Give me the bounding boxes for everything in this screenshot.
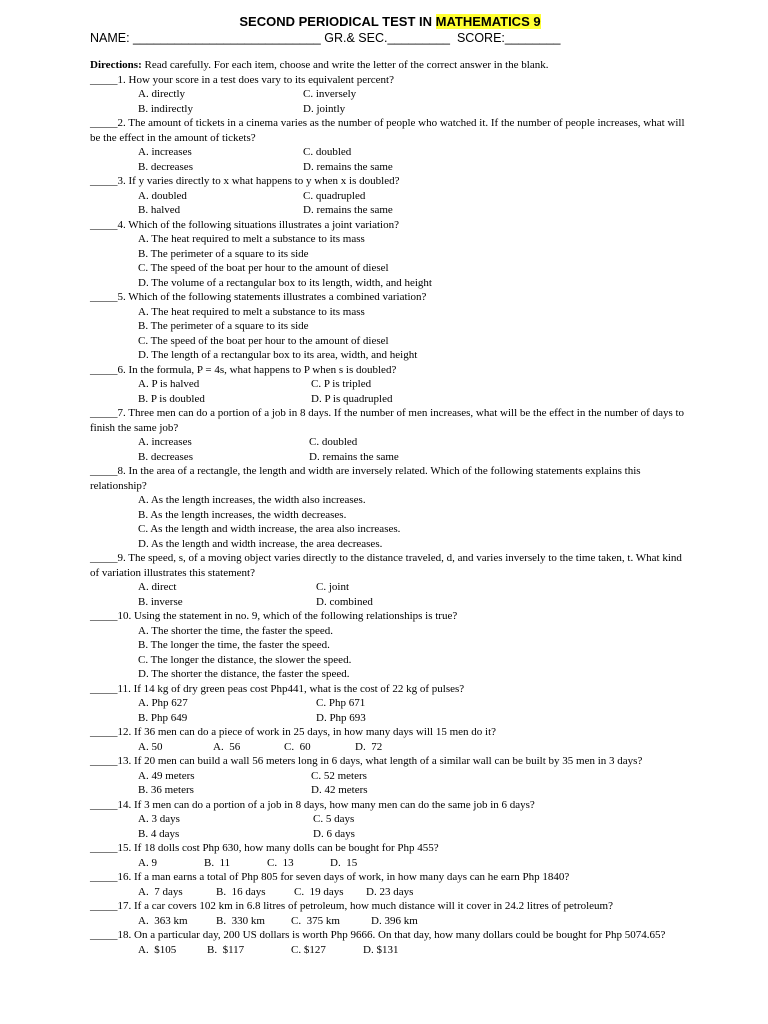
choice: C. doubled — [309, 436, 358, 448]
choice: D. 15 — [330, 856, 358, 869]
choice: A. 50 — [138, 740, 163, 753]
test-page — [90, 14, 690, 957]
question-item — [90, 551, 690, 609]
choice-row — [90, 580, 690, 595]
question-item — [90, 406, 690, 464]
question-list — [90, 73, 690, 958]
test-body — [90, 58, 690, 957]
choice-row — [90, 783, 690, 798]
choice: D. The volume of a rectangular box to its length, width, and height — [138, 276, 432, 289]
choice: D. remains the same — [303, 160, 393, 173]
choice: D. 23 days — [366, 885, 414, 898]
choice-row — [90, 87, 690, 102]
question-text: _____8. In the area of a rectangle, the length and width are inversely related. Which of the following statements explains this relationship? — [90, 465, 641, 492]
question-text: _____15. If 18 dolls cost Php 630, how many dolls can be bought for Php 455? — [90, 842, 439, 854]
choice: D. 396 km — [371, 914, 418, 927]
question-item — [90, 464, 690, 551]
choice: C. 19 days — [294, 885, 344, 898]
choice: A. increases — [138, 146, 192, 158]
title-highlight: MATHEMATICS 9 — [435, 14, 541, 29]
choice: D. The shorter the distance, the faster the speed. — [138, 668, 350, 680]
question-text: _____6. In the formula, P = 4s, what happens to P when s is doubled? — [90, 363, 397, 376]
choice: C. The speed of the boat per hour to the amount of diesel — [138, 262, 389, 274]
choice-row — [90, 435, 690, 450]
choice: B. 16 days — [216, 885, 266, 898]
choice: D. jointly — [303, 102, 346, 115]
choice: C. quadrupled — [303, 189, 366, 202]
choice: A. The shorter the time, the faster the speed. — [138, 624, 333, 637]
choice: C. The speed of the boat per hour to the amount of diesel — [138, 334, 389, 347]
directions-label: Directions: — [90, 59, 142, 71]
question-item — [90, 73, 690, 117]
question-text: _____1. How your score in a test does vary to its equivalent percent? — [90, 73, 394, 86]
question-text: _____17. If a car covers 102 km in 6.8 litres of petroleum, how much distance will it cover in 24.2 litres of petroleum? — [90, 900, 613, 912]
question-item — [90, 609, 690, 682]
choice-row — [90, 145, 690, 160]
choice: A. As the length increases, the width also increases. — [138, 494, 366, 506]
question-text: _____7. Three men can do a portion of a job in 8 days. If the number of men increases, what will be the effect in the number of days to finish the same job? — [90, 407, 685, 434]
student-info-line: NAME: ___________________________ GR.& SEC._________ SCORE:________ — [90, 31, 561, 45]
question-text: _____12. If 36 men can do a piece of work in 25 days, in how many days will 15 men do it? — [90, 726, 497, 738]
choice: A. increases — [138, 436, 192, 448]
choice: A. P is halved — [138, 378, 200, 390]
choice-row — [90, 450, 690, 465]
directions-text: Read carefully. For each item, choose and write the letter of the correct answer in the blank. — [141, 59, 549, 71]
choice: D. Php 693 — [316, 711, 366, 724]
choice: A. $105 — [138, 943, 177, 956]
choice: D. 42 meters — [311, 784, 368, 796]
question-item — [90, 682, 690, 726]
question-item — [90, 798, 690, 842]
choice-row — [90, 856, 690, 871]
choice: C. The longer the distance, the slower the speed. — [138, 653, 352, 666]
choice-row — [90, 696, 690, 711]
question-text: _____11. If 14 kg of dry green peas cost Php441, what is the cost of 22 kg of pulses? — [90, 682, 465, 695]
choice: C. As the length and width increase, the area also increases. — [138, 523, 401, 535]
choice: D. remains the same — [309, 450, 399, 463]
choice: B. Php 649 — [138, 711, 188, 724]
title-prefix: SECOND PERIODICAL TEST IN — [239, 14, 436, 29]
question-item — [90, 116, 690, 174]
choice: B. decreases — [138, 160, 193, 173]
choice: B. 36 meters — [138, 784, 194, 796]
choice: C. 13 — [267, 856, 294, 869]
choice: C. 5 days — [313, 813, 355, 825]
choice: A. direct — [138, 581, 177, 593]
choice: B. The perimeter of a square to its side — [138, 247, 309, 260]
choice: A. 49 meters — [138, 769, 195, 782]
choice-row — [90, 102, 690, 117]
question-item — [90, 870, 690, 899]
choice-row — [90, 885, 690, 900]
directions — [90, 58, 690, 73]
choice-row — [90, 812, 690, 827]
choice: B. 330 km — [216, 914, 265, 927]
choice: D. 6 days — [313, 827, 355, 840]
choice: D. combined — [316, 595, 373, 608]
choice: B. decreases — [138, 450, 193, 463]
choice: C. $127 — [291, 943, 326, 956]
question-text: _____10. Using the statement in no. 9, which of the following relationships is true? — [90, 610, 458, 622]
question-item — [90, 841, 690, 870]
choice: B. halved — [138, 204, 181, 216]
choice: C. 52 meters — [311, 769, 367, 782]
choice-row — [90, 711, 690, 726]
choice: B. As the length increases, the width decreases. — [138, 508, 347, 521]
choice: A. doubled — [138, 189, 187, 202]
choice: C. 375 km — [291, 914, 340, 927]
choice-row — [90, 160, 690, 175]
question-text: _____16. If a man earns a total of Php 805 for seven days of work, in how many days can he earn Php 1840? — [90, 871, 570, 883]
question-text: _____14. If 3 men can do a portion of a job in 8 days, how many men can do the same job in 6 days? — [90, 798, 535, 811]
choice: A. The heat required to melt a substance to its mass — [138, 233, 365, 245]
choice: A. directly — [138, 88, 186, 100]
choice-row — [90, 914, 690, 929]
question-item — [90, 290, 690, 363]
choice: B. P is doubled — [138, 392, 205, 405]
choice: B. The longer the time, the faster the speed. — [138, 639, 330, 651]
choice-row — [90, 769, 690, 784]
question-item — [90, 218, 690, 291]
choice: B. indirectly — [138, 102, 193, 115]
choice-row — [90, 827, 690, 842]
choice-row — [90, 392, 690, 407]
question-text: _____4. Which of the following situations illustrates a joint variation? — [90, 218, 399, 231]
question-text: _____2. The amount of tickets in a cinema varies as the number of people who watched it. If the number of people increases, what will be the effect in the amount of tickets? — [90, 117, 685, 144]
choice: C. 60 — [284, 740, 311, 753]
page-title — [90, 14, 690, 30]
choice: B. $117 — [207, 943, 245, 956]
choice: A. 7 days — [138, 885, 183, 898]
choice: A. The heat required to melt a substance to its mass — [138, 305, 365, 318]
choice: A. 3 days — [138, 813, 180, 825]
choice: D. The length of a rectangular box to its area, width, and height — [138, 349, 418, 361]
choice: D. $131 — [363, 943, 399, 956]
question-item — [90, 174, 690, 218]
choice: C. inversely — [303, 88, 357, 100]
choice: D. P is quadrupled — [311, 392, 393, 405]
choice: A. 9 — [138, 856, 157, 869]
choice: C. joint — [316, 581, 350, 593]
question-text: _____9. The speed, s, of a moving object varies directly to the distance traveled, d, and varies inversely to the time taken, t. What kind of variation illustrates this statement? — [90, 552, 682, 579]
question-text: _____5. Which of the following statements illustrates a combined variation? — [90, 291, 427, 303]
question-text: _____13. If 20 men can build a wall 56 meters long in 6 days, what length of a similar wall can be built by 35 men in 3 days? — [90, 755, 643, 767]
choice: C. doubled — [303, 146, 352, 158]
choice: D. remains the same — [303, 204, 393, 216]
choice: A. 363 km — [138, 914, 188, 927]
choice-row — [90, 203, 690, 218]
choice: A. 56 — [213, 740, 241, 753]
choice: B. inverse — [138, 595, 183, 608]
choice-row — [90, 740, 690, 755]
question-item — [90, 928, 690, 957]
choice: B. 11 — [204, 856, 231, 869]
question-item — [90, 899, 690, 928]
choice-row — [90, 943, 690, 958]
choice: C. Php 671 — [316, 697, 366, 709]
choice-row — [90, 189, 690, 204]
choice: A. Php 627 — [138, 697, 188, 709]
choice: B. The perimeter of a square to its side — [138, 320, 309, 332]
question-item — [90, 725, 690, 754]
choice: D. As the length and width increase, the area decreases. — [138, 537, 383, 550]
question-text: _____18. On a particular day, 200 US dollars is worth Php 9666. On that day, how many dollars could be bought for Php 5074.65? — [90, 929, 666, 941]
choice-row — [90, 595, 690, 610]
question-text: _____3. If y varies directly to x what happens to y when x is doubled? — [90, 175, 400, 187]
question-item — [90, 754, 690, 798]
choice: B. 4 days — [138, 827, 180, 840]
choice: D. 72 — [355, 740, 383, 753]
question-item — [90, 363, 690, 407]
choice-row — [90, 377, 690, 392]
choice: C. P is tripled — [311, 378, 372, 390]
